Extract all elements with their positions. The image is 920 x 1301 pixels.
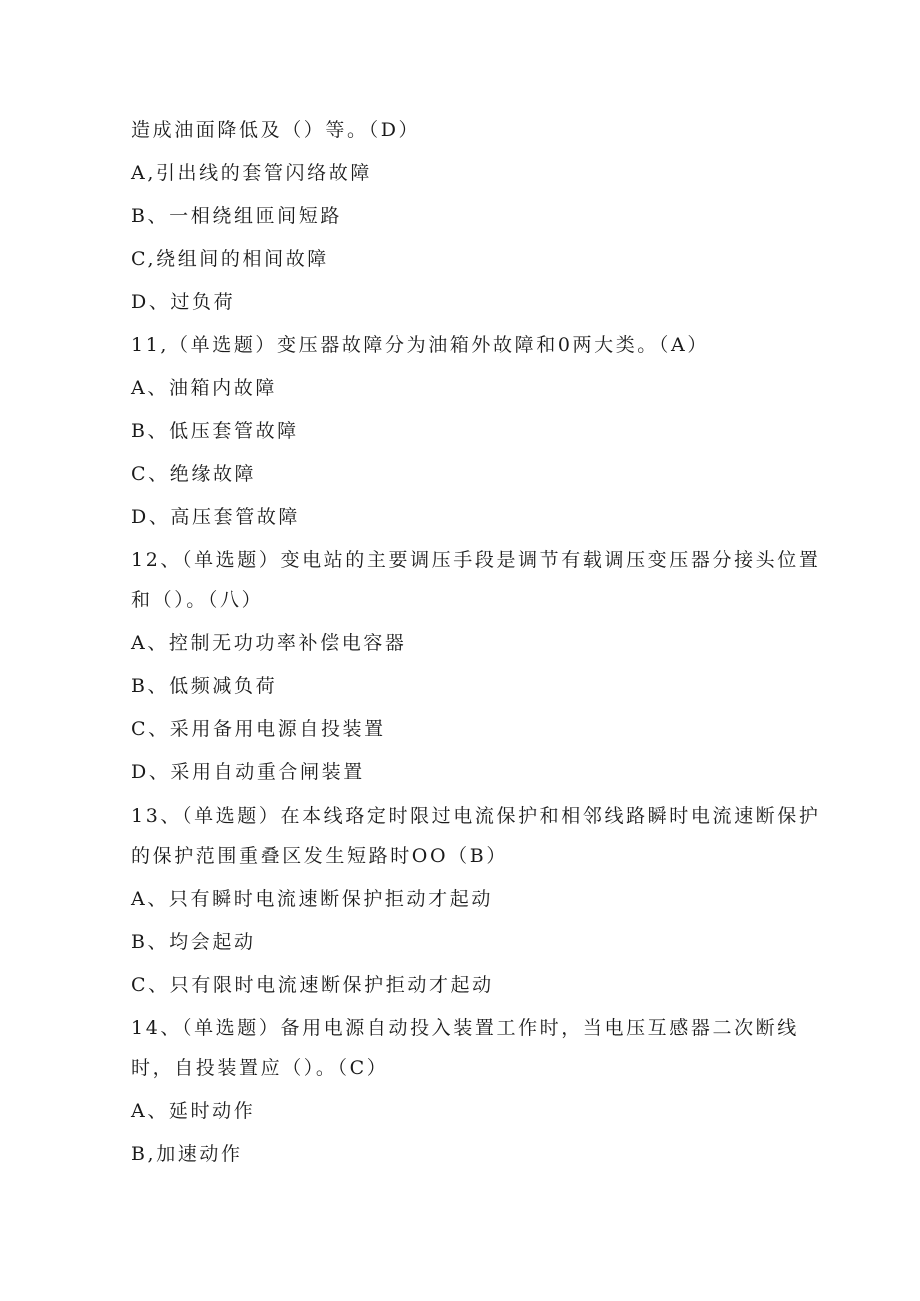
question-13-option-b: B、均会起动: [131, 931, 256, 953]
question-13-option-c: C、只有限时电流速断保护拒动才起动: [131, 974, 494, 996]
question-10-option-c: C,绕组间的相间故障: [131, 248, 329, 270]
question-14-stem-line-2: 时，自投装置应（）。（C）: [131, 1057, 389, 1079]
question-13-option-a: A、只有瞬时电流速断保护拒动才起动: [131, 888, 493, 910]
question-12-stem-line-2: 和（）。（八）: [131, 589, 264, 611]
question-12-option-d: D、采用自动重合闸装置: [131, 761, 365, 783]
question-11-stem: 11,（单选题）变压器故障分为油箱外故障和0两大类。（A）: [131, 334, 709, 356]
question-10-option-d: D、过负荷: [131, 291, 236, 313]
question-14-stem-line-1: 14、（单选题）备用电源自动投入装置工作时，当电压互感器二次断线: [131, 1017, 799, 1039]
question-11-option-a: A、油箱内故障: [131, 377, 277, 399]
question-14-option-a: A、延时动作: [131, 1100, 256, 1122]
question-13-stem-line-2: 的保护范围重叠区发生短路时OO（B）: [131, 845, 508, 867]
question-10-option-b: B、一相绕组匝间短路: [131, 205, 342, 227]
question-10-option-a: A,引出线的套管闪络故障: [131, 162, 372, 184]
question-11-option-b: B、低压套管故障: [131, 420, 299, 442]
question-10-stem-continuation: 造成油面降低及（）等。（D）: [131, 119, 421, 141]
question-13-stem-line-1: 13、（单选题）在本线珞定时限过电流保护和相邻线路瞬时电流速断保护: [131, 805, 821, 827]
question-11-option-d: D、高压套管故障: [131, 506, 301, 528]
question-14-option-b: B,加速动作: [131, 1143, 243, 1165]
question-11-option-c: C、绝缘故障: [131, 463, 257, 485]
question-12-stem-line-1: 12、（单选题）变电站的主要调压手段是调节有载调压变压器分接头位置: [131, 549, 821, 571]
question-12-option-a: A、控制无功功率补偿电容器: [131, 632, 407, 654]
question-12-option-b: B、低频减负荷: [131, 675, 278, 697]
question-12-option-c: C、采用备用电源自投装置: [131, 718, 386, 740]
